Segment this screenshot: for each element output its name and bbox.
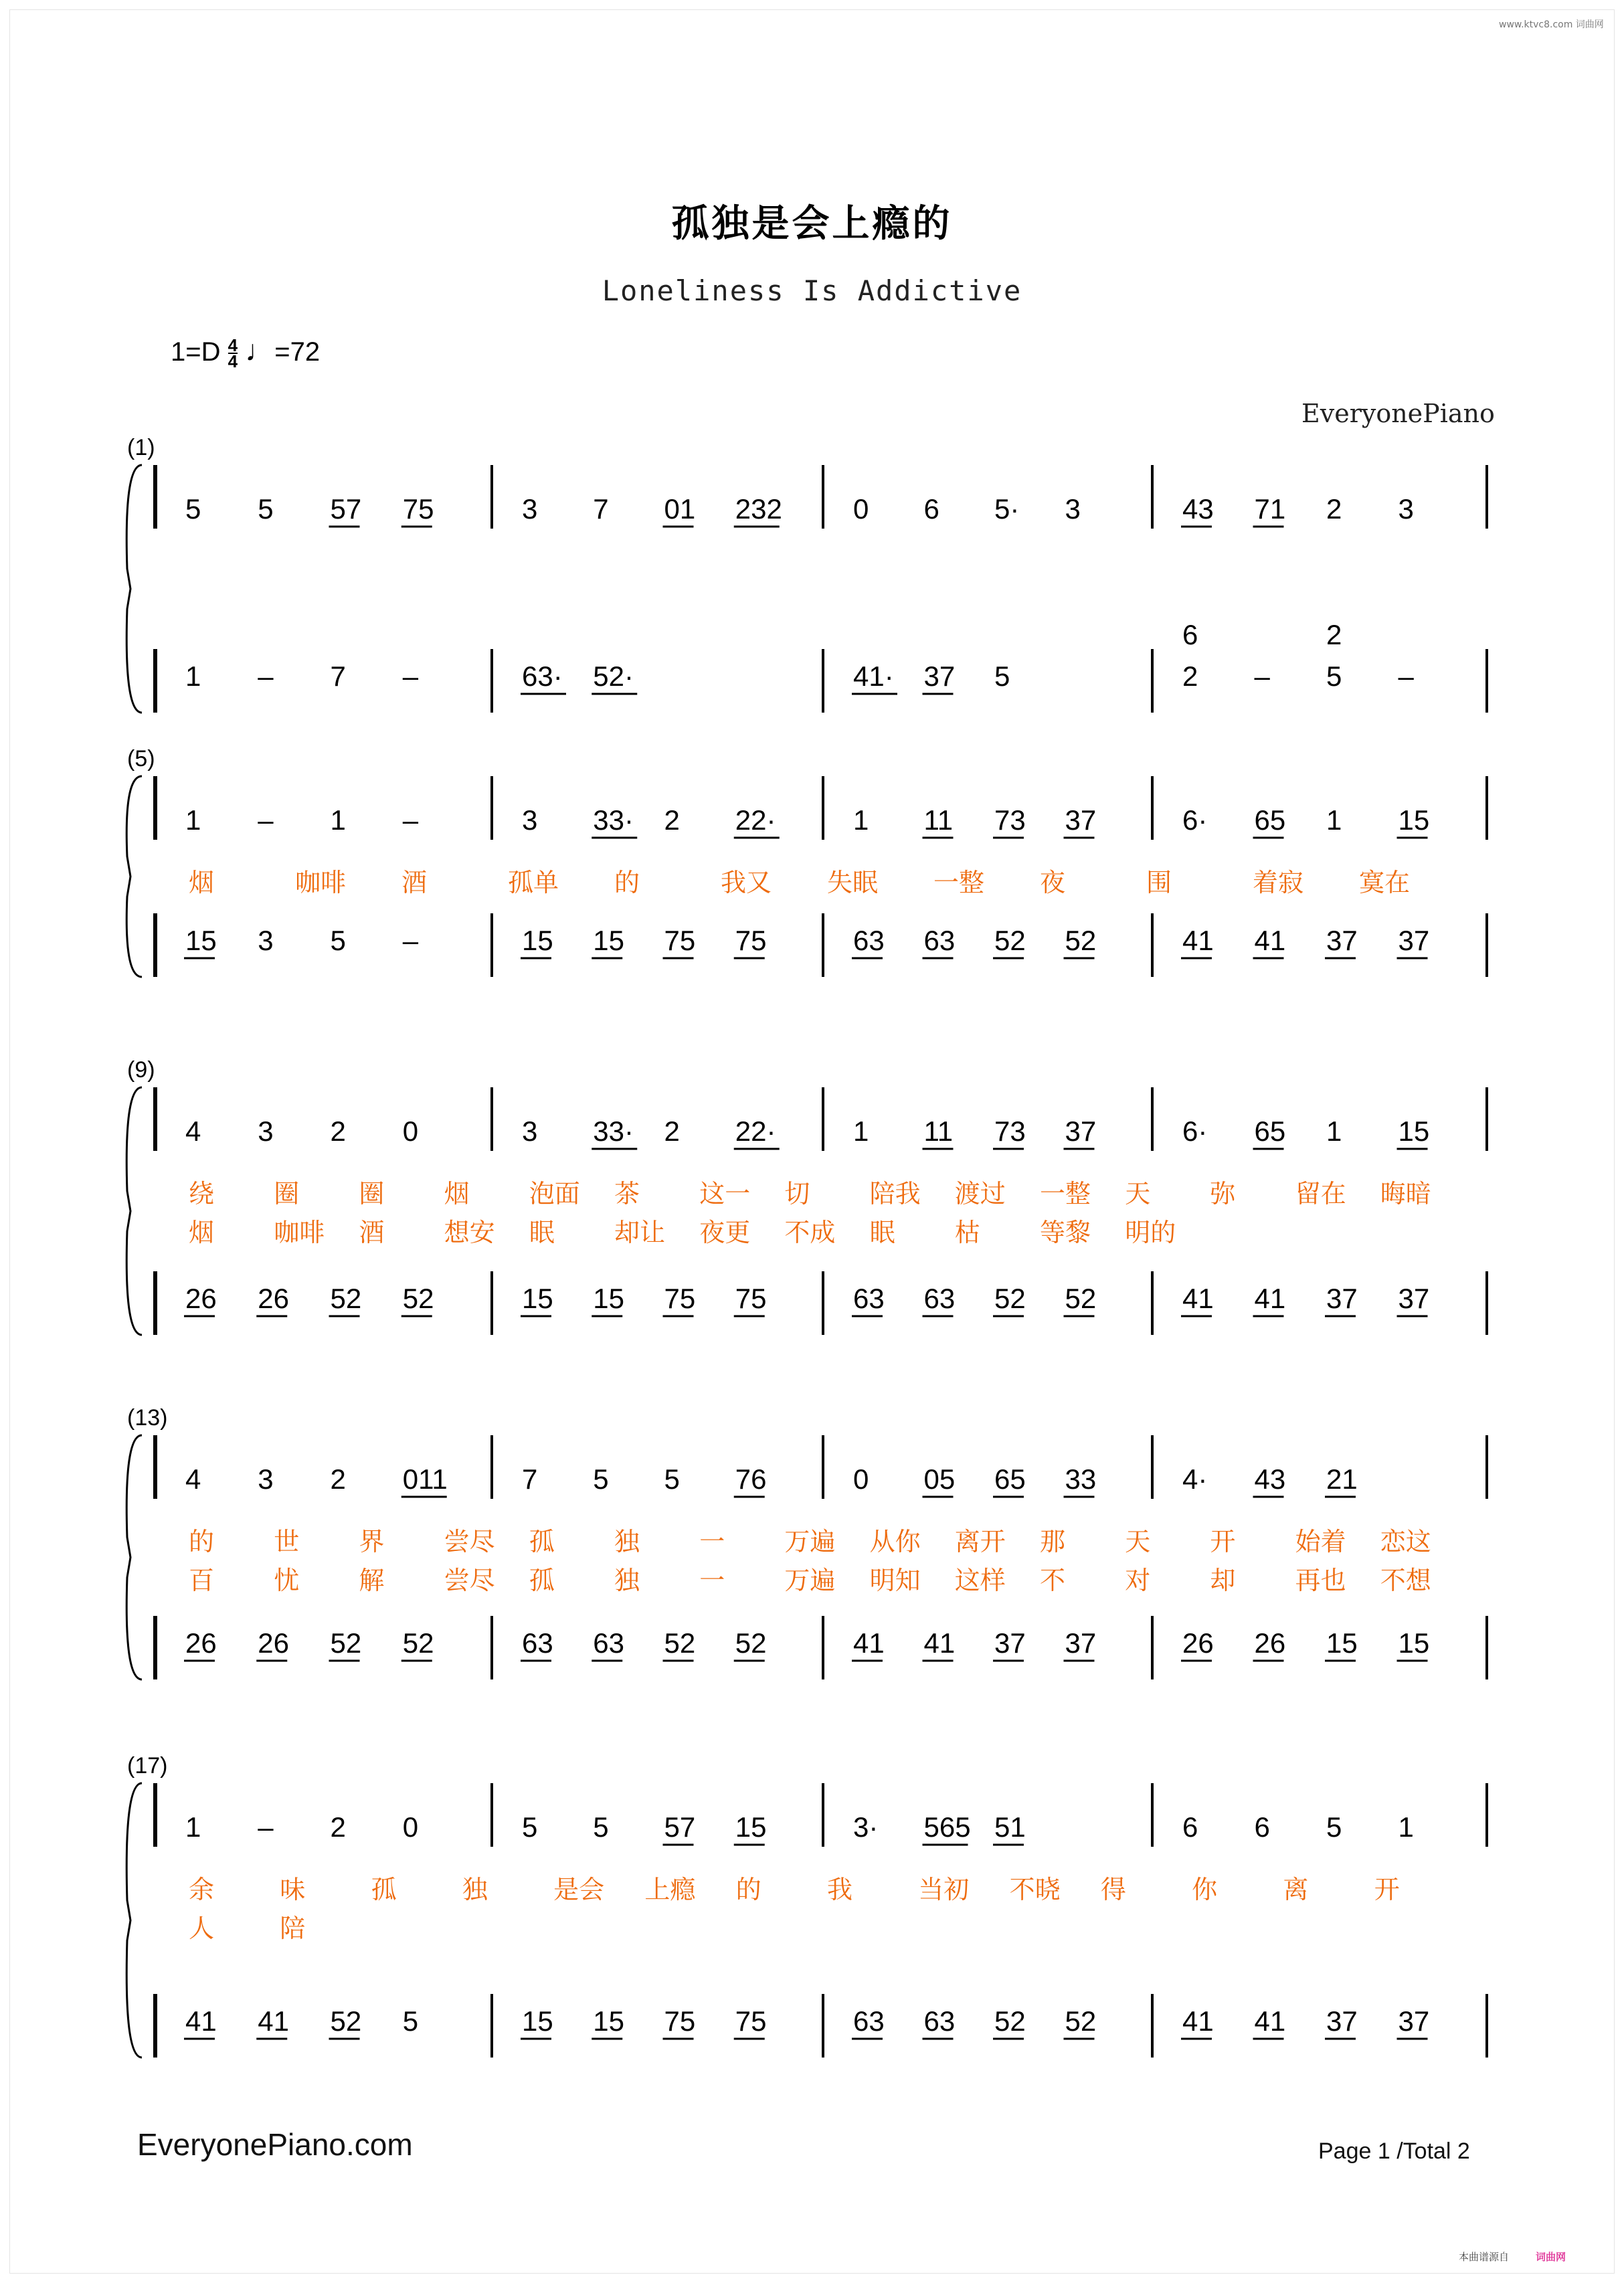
upper-note: 3· (853, 1811, 879, 1843)
upper-note: 37 (1065, 804, 1097, 836)
upper-note: 1 (853, 804, 869, 836)
lower-note: 63 (923, 925, 956, 956)
lower-note: – (1398, 660, 1414, 692)
lower-note: 63 (853, 925, 885, 956)
quarter-note-icon: ♩ (245, 335, 275, 367)
measure-number: (5) (127, 746, 155, 771)
lower-note: 41 (1254, 2005, 1286, 2037)
lyric-syllable: 眠 (529, 1218, 555, 1247)
lyric-syllable: 咖啡 (274, 1218, 325, 1247)
lyric-syllable: 得 (1100, 1875, 1126, 1904)
lower-note: 63 (593, 1627, 624, 1659)
upper-note: 5 (593, 1463, 609, 1495)
lyric-syllable: 不成 (784, 1218, 836, 1247)
upper-note: 5 (258, 493, 274, 525)
lower-note: 15 (1398, 1627, 1430, 1659)
lyric-syllable: 一整 (933, 868, 985, 897)
upper-note: 15 (735, 1811, 767, 1843)
lower-note: 37 (1326, 1283, 1358, 1314)
upper-note: 15 (1398, 1115, 1430, 1147)
lower-note: 41· (853, 660, 894, 692)
upper-note: 05 (923, 1463, 956, 1495)
upper-note: 65 (994, 1463, 1026, 1495)
lower-note: 15 (593, 2005, 624, 2037)
lyric-syllable: 味 (280, 1875, 306, 1904)
upper-note: 75 (402, 493, 434, 525)
lyric-syllable: 孤 (371, 1875, 397, 1904)
time-signature: $\frac{4}{4}$ (228, 335, 238, 372)
upper-note: 2 (330, 1115, 346, 1147)
lower-note: 52 (330, 1283, 362, 1314)
upper-note: 11 (923, 804, 954, 836)
lower-note: – (402, 925, 419, 956)
lower-note: 37 (1398, 925, 1430, 956)
upper-note: 4 (185, 1115, 201, 1147)
lyric-syllable: 界 (359, 1527, 385, 1556)
lyric-syllable: 弥 (1210, 1179, 1236, 1208)
lyric-syllable: 的 (614, 868, 640, 897)
lyric-syllable: 烟 (189, 1218, 215, 1247)
lyric-syllable: 世 (274, 1527, 300, 1556)
upper-note: 6 (923, 493, 939, 525)
lyric-syllable: 陪 (280, 1914, 306, 1943)
lower-note: 37 (1398, 1283, 1430, 1314)
upper-note: – (258, 804, 274, 836)
upper-note: 65 (1254, 1115, 1286, 1147)
lyric-syllable: 余 (189, 1875, 215, 1904)
upper-note: 0 (853, 1463, 869, 1495)
lyric-syllable: 百 (189, 1566, 215, 1595)
lower-note: 15 (593, 925, 624, 956)
lyric-syllable: 圈 (359, 1179, 385, 1208)
song-title: 孤独是会上瘾的 (671, 202, 953, 246)
lower-note: 26 (1254, 1627, 1286, 1659)
lyric-syllable: 独 (462, 1875, 488, 1904)
lyric-syllable: 烟 (189, 868, 215, 897)
lower-note: 41 (258, 2005, 289, 2037)
lyric-syllable: 不晓 (1009, 1875, 1061, 1904)
lyric-syllable: 独 (614, 1566, 640, 1595)
lyric-syllable: 酒 (401, 868, 428, 897)
upper-note: 011 (402, 1463, 448, 1495)
lyric-syllable: 渡过 (954, 1179, 1006, 1208)
upper-note: 71 (1254, 493, 1286, 525)
upper-note: 43 (1254, 1463, 1286, 1495)
upper-note: 1 (1398, 1811, 1414, 1843)
lyric-syllable: 忧 (274, 1566, 300, 1595)
upper-note: 51 (994, 1811, 1026, 1843)
lower-note: 26 (185, 1283, 217, 1314)
bottom-credit: 本曲谱源自 词曲网 (1459, 2251, 1566, 2263)
upper-note: 2 (664, 1115, 680, 1147)
lyric-syllable: 一 (699, 1566, 725, 1595)
upper-note: 73 (994, 804, 1026, 836)
upper-note: 565 (923, 1811, 971, 1843)
lyric-syllable: 寞在 (1359, 868, 1411, 897)
arranger: EveryonePiano (1301, 399, 1495, 428)
chord-note: 2 (1326, 619, 1342, 650)
lyric-syllable: 人 (189, 1914, 215, 1943)
lower-note: 41 (1182, 925, 1214, 956)
upper-note: 1 (853, 1115, 869, 1147)
lower-note: 26 (185, 1627, 217, 1659)
lower-note: 52 (1065, 2005, 1097, 2037)
lyric-syllable: 着寂 (1253, 868, 1304, 897)
upper-note: 5 (593, 1811, 609, 1843)
lower-note: – (402, 660, 419, 692)
lyric-syllable: 我又 (721, 868, 772, 897)
lyric-syllable: 却 (1210, 1566, 1236, 1595)
lower-note: – (1254, 660, 1270, 692)
lyric-syllable: 对 (1125, 1566, 1151, 1595)
upper-note: 3 (522, 493, 538, 525)
upper-note: 01 (664, 493, 696, 525)
lyric-syllable: 你 (1192, 1875, 1218, 1904)
lower-note: 52 (994, 2005, 1026, 2037)
lower-note: 52 (402, 1283, 434, 1314)
lyric-syllable: 不想 (1380, 1566, 1431, 1595)
lower-note: 52 (994, 1283, 1026, 1314)
upper-note: 3 (258, 1463, 274, 1495)
lyric-syllable: 晦暗 (1380, 1179, 1431, 1208)
lower-note: 26 (258, 1283, 289, 1314)
lower-note: 41 (1182, 2005, 1214, 2037)
lyric-syllable: 尝尽 (444, 1527, 495, 1556)
lower-note: 15 (593, 1283, 624, 1314)
lyric-syllable: 圈 (274, 1179, 300, 1208)
upper-note: 33· (593, 1115, 634, 1147)
top-right-credit: www.ktvc8.com 词曲网 (1499, 19, 1604, 30)
lower-note: 7 (330, 660, 346, 692)
measure-number: (13) (127, 1405, 168, 1431)
lower-note: 63 (923, 1283, 956, 1314)
upper-note: 0 (853, 493, 869, 525)
upper-note: 2 (664, 804, 680, 836)
system-brace (126, 1087, 142, 1335)
upper-note: 43 (1182, 493, 1214, 525)
lower-note: 5 (330, 925, 346, 956)
upper-note: 22· (735, 1115, 776, 1147)
upper-note: 57 (664, 1811, 696, 1843)
lyric-syllable: 不 (1040, 1566, 1066, 1595)
upper-note: 76 (735, 1463, 767, 1495)
upper-note: 33 (1065, 1463, 1097, 1495)
upper-note: 11 (923, 1115, 954, 1147)
system-brace (126, 1783, 142, 2058)
lower-note: 41 (853, 1627, 885, 1659)
system-brace (126, 776, 142, 977)
lower-note: 75 (664, 925, 696, 956)
lower-note: 3 (258, 925, 274, 956)
upper-note: 232 (735, 493, 782, 525)
lower-note: 15 (522, 925, 553, 956)
upper-note: 1 (330, 804, 346, 836)
lyric-syllable: 酒 (359, 1218, 385, 1247)
upper-note: 3 (1398, 493, 1414, 525)
lower-note: 52 (330, 2005, 362, 2037)
song-subtitle: Loneliness Is Addictive (602, 274, 1022, 307)
upper-note: 1 (1326, 804, 1342, 836)
lyric-syllable: 茶 (614, 1179, 640, 1208)
lower-note: 52 (402, 1627, 434, 1659)
lyric-syllable: 天 (1125, 1179, 1151, 1208)
lower-note: 52 (1065, 925, 1097, 956)
lower-note: 15 (522, 2005, 553, 2037)
upper-note: 33· (593, 804, 634, 836)
lower-note: 52 (1065, 1283, 1097, 1314)
lyric-syllable: 明的 (1125, 1218, 1176, 1247)
tempo-text: =72 (274, 337, 321, 367)
upper-note: 2 (1326, 493, 1342, 525)
lyric-syllable: 恋这 (1380, 1527, 1431, 1556)
lower-note: 75 (664, 2005, 696, 2037)
upper-note: 5 (522, 1811, 538, 1843)
lyric-syllable: 那 (1040, 1527, 1066, 1556)
upper-note: 21 (1326, 1463, 1358, 1495)
upper-note: 65 (1254, 804, 1286, 836)
lyric-syllable: 的 (735, 1875, 761, 1904)
lower-note: 5 (402, 2005, 419, 2037)
system-brace (126, 465, 142, 713)
lyric-syllable: 眠 (869, 1218, 895, 1247)
upper-note: 1 (1326, 1115, 1342, 1147)
lower-note: 26 (1182, 1627, 1214, 1659)
lower-note: 37 (923, 660, 956, 692)
lower-note: 75 (664, 1283, 696, 1314)
upper-note: 2 (330, 1811, 346, 1843)
lyric-syllable: 开 (1210, 1527, 1236, 1556)
lyric-syllable: 这样 (954, 1566, 1006, 1595)
upper-note: 22· (735, 804, 776, 836)
upper-note: 5· (994, 493, 1020, 525)
lower-note: 37 (1398, 2005, 1430, 2037)
lower-note: 75 (735, 2005, 767, 2037)
lower-note: 41 (1254, 925, 1286, 956)
upper-note: 6 (1182, 1811, 1198, 1843)
lyric-syllable: 夜更 (699, 1218, 751, 1247)
lyric-syllable: 陪我 (869, 1179, 921, 1208)
lower-note: 52 (735, 1627, 767, 1659)
lower-note: 41 (1254, 1283, 1286, 1314)
upper-note: 6· (1182, 1115, 1208, 1147)
upper-note: 6 (1254, 1811, 1270, 1843)
lower-note: 15 (522, 1283, 553, 1314)
upper-note: 5 (664, 1463, 680, 1495)
upper-note: 0 (402, 1811, 419, 1843)
lyric-syllable: 离开 (954, 1527, 1006, 1556)
upper-note: 37 (1065, 1115, 1097, 1147)
lyric-syllable: 这一 (699, 1179, 751, 1208)
lyric-syllable: 夜 (1040, 868, 1066, 897)
measure-number: (9) (127, 1057, 155, 1083)
lyric-syllable: 绕 (189, 1179, 215, 1208)
lyric-syllable: 留在 (1295, 1179, 1346, 1208)
lyric-syllable: 一整 (1040, 1179, 1091, 1208)
lyric-syllable: 从你 (869, 1527, 921, 1556)
lower-note: 37 (1326, 925, 1358, 956)
upper-note: 4· (1182, 1463, 1208, 1495)
lyric-syllable: 独 (614, 1527, 640, 1556)
lyric-syllable: 上瘾 (644, 1875, 696, 1904)
lower-note: 41 (923, 1627, 956, 1659)
lower-note: 15 (1326, 1627, 1358, 1659)
lyric-syllable: 我 (827, 1875, 853, 1904)
lyric-syllable: 离 (1283, 1875, 1309, 1904)
upper-note: – (402, 804, 419, 836)
lower-note: 37 (1326, 2005, 1358, 2037)
lower-note: 63 (923, 2005, 956, 2037)
upper-note: 0 (402, 1115, 419, 1147)
lyric-syllable: 的 (189, 1527, 215, 1556)
upper-note: 3 (1065, 493, 1081, 525)
lower-note: 1 (185, 660, 201, 692)
upper-note: 6· (1182, 804, 1208, 836)
lyric-syllable: 一 (699, 1527, 725, 1556)
lower-note: 41 (185, 2005, 217, 2037)
lower-note: 52· (593, 660, 634, 692)
upper-note: – (258, 1811, 274, 1843)
lyric-syllable: 始着 (1295, 1527, 1346, 1556)
lyric-syllable: 切 (784, 1179, 810, 1208)
lyric-syllable: 尝尽 (444, 1566, 495, 1595)
lower-note: 26 (258, 1627, 289, 1659)
upper-note: 57 (330, 493, 362, 525)
lower-note: 37 (1065, 1627, 1097, 1659)
lyric-syllable: 等黎 (1040, 1218, 1091, 1247)
upper-note: 73 (994, 1115, 1026, 1147)
measure-number: (17) (127, 1753, 168, 1778)
lower-note: 2 (1182, 660, 1198, 692)
lyric-syllable: 想安 (444, 1218, 495, 1247)
lyric-syllable: 却让 (614, 1218, 666, 1247)
lyric-syllable: 当初 (918, 1875, 970, 1904)
lyric-syllable: 枯 (954, 1218, 980, 1247)
lyric-syllable: 泡面 (529, 1179, 580, 1208)
upper-note: 1 (185, 804, 201, 836)
lyric-syllable: 围 (1146, 868, 1172, 897)
lyric-syllable: 万遍 (784, 1566, 836, 1595)
key-text: 1=D (171, 337, 221, 367)
lyric-syllable: 天 (1125, 1527, 1151, 1556)
lyric-syllable: 万遍 (784, 1527, 836, 1556)
lower-note: 63 (853, 1283, 885, 1314)
lyric-syllable: 开 (1374, 1875, 1400, 1904)
lyric-syllable: 解 (359, 1566, 385, 1595)
upper-note: 5 (1326, 1811, 1342, 1843)
upper-note: 7 (593, 493, 609, 525)
lower-note: 52 (994, 925, 1026, 956)
upper-note: 7 (522, 1463, 538, 1495)
lyric-syllable: 烟 (444, 1179, 470, 1208)
lower-note: 75 (735, 925, 767, 956)
lower-note: 52 (330, 1627, 362, 1659)
footer-site: EveryonePiano.com (137, 2127, 413, 2162)
lower-note: 41 (1182, 1283, 1214, 1314)
lyric-syllable: 孤单 (508, 868, 559, 897)
lower-note: 63 (522, 1627, 553, 1659)
lower-note: – (258, 660, 274, 692)
lower-note: 52 (664, 1627, 696, 1659)
lyric-syllable: 明知 (869, 1566, 921, 1595)
system-brace (126, 1435, 142, 1679)
lyric-syllable: 孤 (529, 1566, 555, 1595)
lyric-syllable: 是会 (553, 1875, 605, 1904)
upper-note: 3 (522, 804, 538, 836)
upper-note: 15 (1398, 804, 1430, 836)
lower-note: 5 (994, 660, 1010, 692)
lower-note: 63· (522, 660, 563, 692)
measure-number: (1) (127, 435, 155, 460)
lower-note: 15 (185, 925, 217, 956)
lyric-syllable: 孤 (529, 1527, 555, 1556)
lower-note: 37 (994, 1627, 1026, 1659)
chord-note: 6 (1182, 619, 1198, 650)
lower-note: 5 (1326, 660, 1342, 692)
lyric-syllable: 失眠 (827, 868, 879, 897)
footer-page-number: Page 1 /Total 2 (1318, 2138, 1470, 2164)
upper-note: 3 (258, 1115, 274, 1147)
upper-note: 3 (522, 1115, 538, 1147)
lower-note: 63 (853, 2005, 885, 2037)
lyric-syllable: 咖啡 (295, 868, 347, 897)
upper-note: 4 (185, 1463, 201, 1495)
upper-note: 2 (330, 1463, 346, 1495)
upper-note: 5 (185, 493, 201, 525)
lyric-syllable: 再也 (1295, 1566, 1346, 1595)
lower-note: 75 (735, 1283, 767, 1314)
upper-note: 1 (185, 1811, 201, 1843)
